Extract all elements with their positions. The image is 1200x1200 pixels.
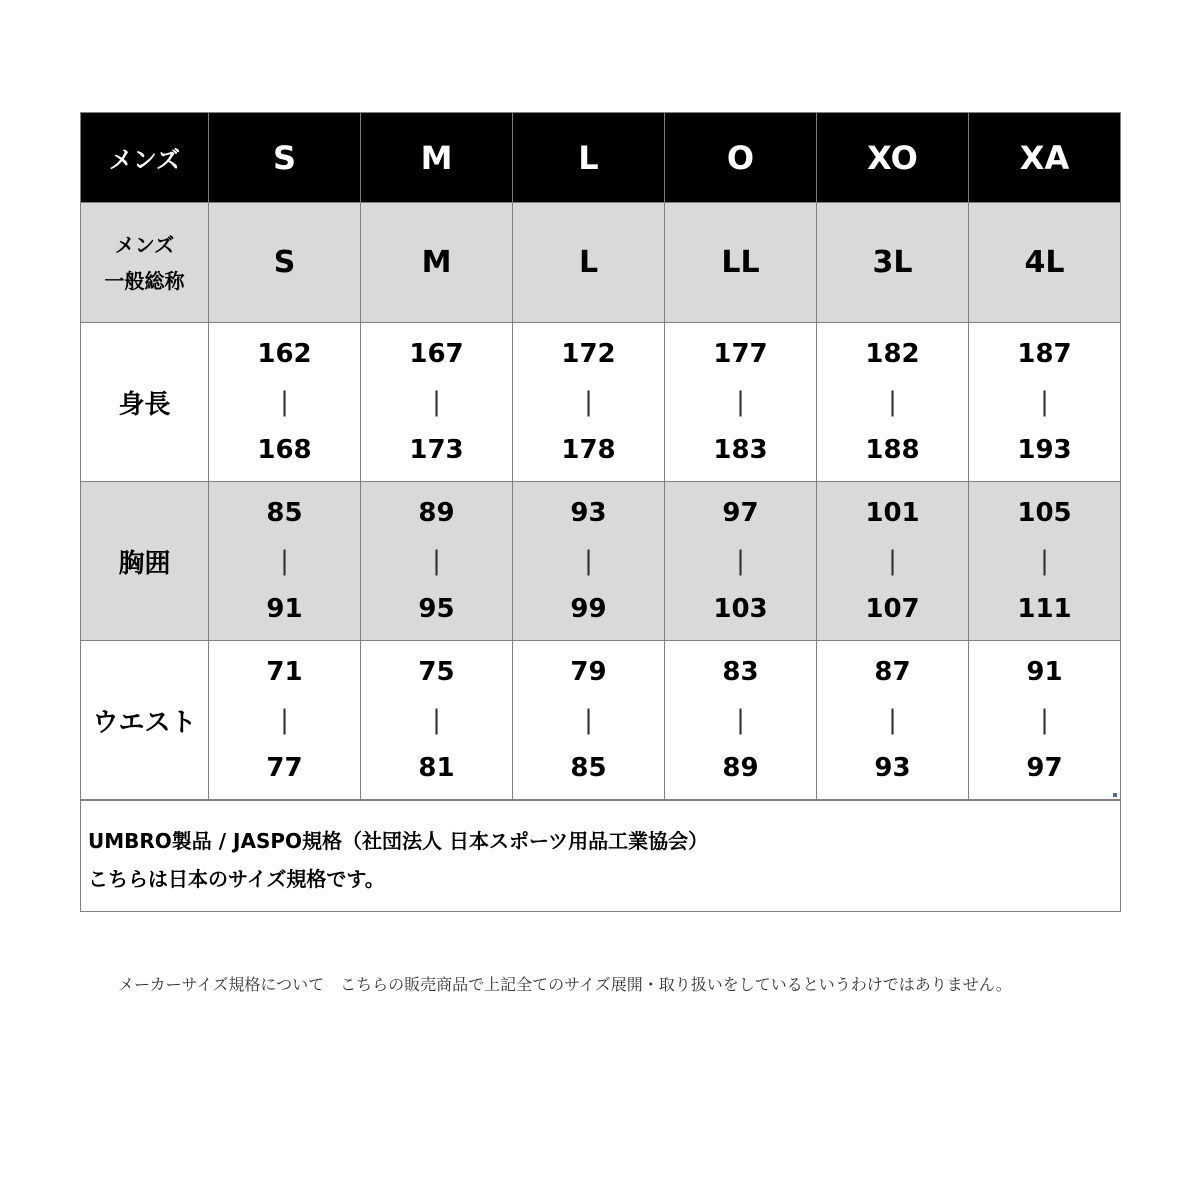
range-max: 95 — [418, 594, 455, 624]
waist-row-label: ウエスト — [81, 641, 209, 800]
range-max: 178 — [561, 435, 616, 465]
height-range-cell — [665, 323, 817, 482]
chest-range-cell — [513, 482, 665, 641]
range-separator: | — [584, 546, 593, 576]
range-separator: | — [888, 705, 897, 735]
chest-range-cell — [361, 482, 513, 641]
range-min: 79 — [570, 657, 607, 687]
standard-note-line1: UMBRO製品 / JASPO規格（社団法人 日本スポーツ用品工業協会） — [88, 829, 709, 853]
general-label-line1: メンズ — [114, 232, 175, 257]
range-min: 162 — [257, 339, 312, 369]
size-code-cell: XA — [969, 113, 1121, 203]
size-code-cell: L — [513, 113, 665, 203]
waist-range-cell — [665, 641, 817, 800]
range-separator: | — [736, 705, 745, 735]
range-max: 99 — [570, 594, 607, 624]
range-separator: | — [584, 387, 593, 417]
range-max: 173 — [409, 435, 464, 465]
size-code-cell: O — [665, 113, 817, 203]
waist-range-cell — [969, 641, 1121, 800]
range-min: 93 — [570, 498, 607, 528]
range-max: 188 — [865, 435, 920, 465]
size-code-cell: XO — [817, 113, 969, 203]
height-range-cell — [361, 323, 513, 482]
range-separator: | — [432, 546, 441, 576]
range-separator: | — [280, 705, 289, 735]
size-disclaimer-footnote: メーカーサイズ規格について こちらの販売商品で上記全てのサイズ展開・取り扱いをしているというわけではありません。 — [118, 975, 1012, 994]
range-max: 93 — [874, 753, 911, 783]
range-min: 177 — [713, 339, 768, 369]
range-min: 167 — [409, 339, 464, 369]
range-max: 107 — [865, 594, 920, 624]
waist-range-cell — [361, 641, 513, 800]
waist-range-cell — [513, 641, 665, 800]
range-min: 105 — [1017, 498, 1072, 528]
height-range-cell — [969, 323, 1121, 482]
range-separator: | — [432, 387, 441, 417]
waist-range-cell — [209, 641, 361, 800]
chest-range-cell — [969, 482, 1121, 641]
height-row — [81, 323, 1121, 482]
chest-row — [81, 482, 1121, 641]
size-code-cell: M — [361, 113, 513, 203]
range-separator: | — [888, 546, 897, 576]
size-code-cell: S — [209, 113, 361, 203]
range-min: 91 — [1026, 657, 1063, 687]
range-max: 85 — [570, 753, 607, 783]
range-min: 172 — [561, 339, 616, 369]
general-size-cell: M — [361, 203, 513, 323]
chest-row-label: 胸囲 — [81, 482, 209, 641]
general-size-cell: L — [513, 203, 665, 323]
range-separator: | — [584, 705, 593, 735]
size-chart-table — [80, 112, 1121, 800]
range-min: 85 — [266, 498, 303, 528]
range-min: 187 — [1017, 339, 1072, 369]
range-min: 75 — [418, 657, 455, 687]
range-separator: | — [888, 387, 897, 417]
general-size-cell: S — [209, 203, 361, 323]
range-min: 89 — [418, 498, 455, 528]
range-max: 193 — [1017, 435, 1072, 465]
range-max: 103 — [713, 594, 768, 624]
chest-range-cell — [817, 482, 969, 641]
range-separator: | — [1040, 546, 1049, 576]
range-max: 168 — [257, 435, 312, 465]
range-separator: | — [432, 705, 441, 735]
range-separator: | — [736, 387, 745, 417]
general-size-cell: 4L — [969, 203, 1121, 323]
general-label-line2: 一般総称 — [104, 268, 185, 293]
range-separator: | — [736, 546, 745, 576]
height-range-cell — [209, 323, 361, 482]
height-row-label: 身長 — [81, 323, 209, 482]
range-min: 182 — [865, 339, 920, 369]
range-min: 87 — [874, 657, 911, 687]
range-max: 111 — [1017, 594, 1072, 624]
standard-note-line2: こちらは日本のサイズ規格です。 — [88, 867, 385, 891]
range-max: 89 — [722, 753, 759, 783]
general-size-cell: LL — [665, 203, 817, 323]
range-max: 91 — [266, 594, 303, 624]
range-min: 101 — [865, 498, 920, 528]
range-min: 71 — [266, 657, 303, 687]
height-range-cell — [513, 323, 665, 482]
chest-range-cell — [665, 482, 817, 641]
height-range-cell — [817, 323, 969, 482]
general-size-cell: 3L — [817, 203, 969, 323]
range-separator: | — [280, 387, 289, 417]
range-max: 183 — [713, 435, 768, 465]
range-max: 97 — [1026, 753, 1063, 783]
range-max: 81 — [418, 753, 455, 783]
range-min: 83 — [722, 657, 759, 687]
standard-note-box — [80, 800, 1121, 912]
range-separator: | — [1040, 387, 1049, 417]
range-separator: | — [1040, 705, 1049, 735]
chest-range-cell — [209, 482, 361, 641]
range-min: 97 — [722, 498, 759, 528]
size-code-header-row — [81, 113, 1121, 203]
waist-row — [81, 641, 1121, 800]
range-max: 77 — [266, 753, 303, 783]
header-row-label: メンズ — [81, 113, 209, 203]
waist-range-cell — [817, 641, 969, 800]
range-separator: | — [280, 546, 289, 576]
general-size-row-label — [81, 203, 209, 323]
cell-corner-marker — [1113, 793, 1117, 797]
general-size-row — [81, 203, 1121, 323]
